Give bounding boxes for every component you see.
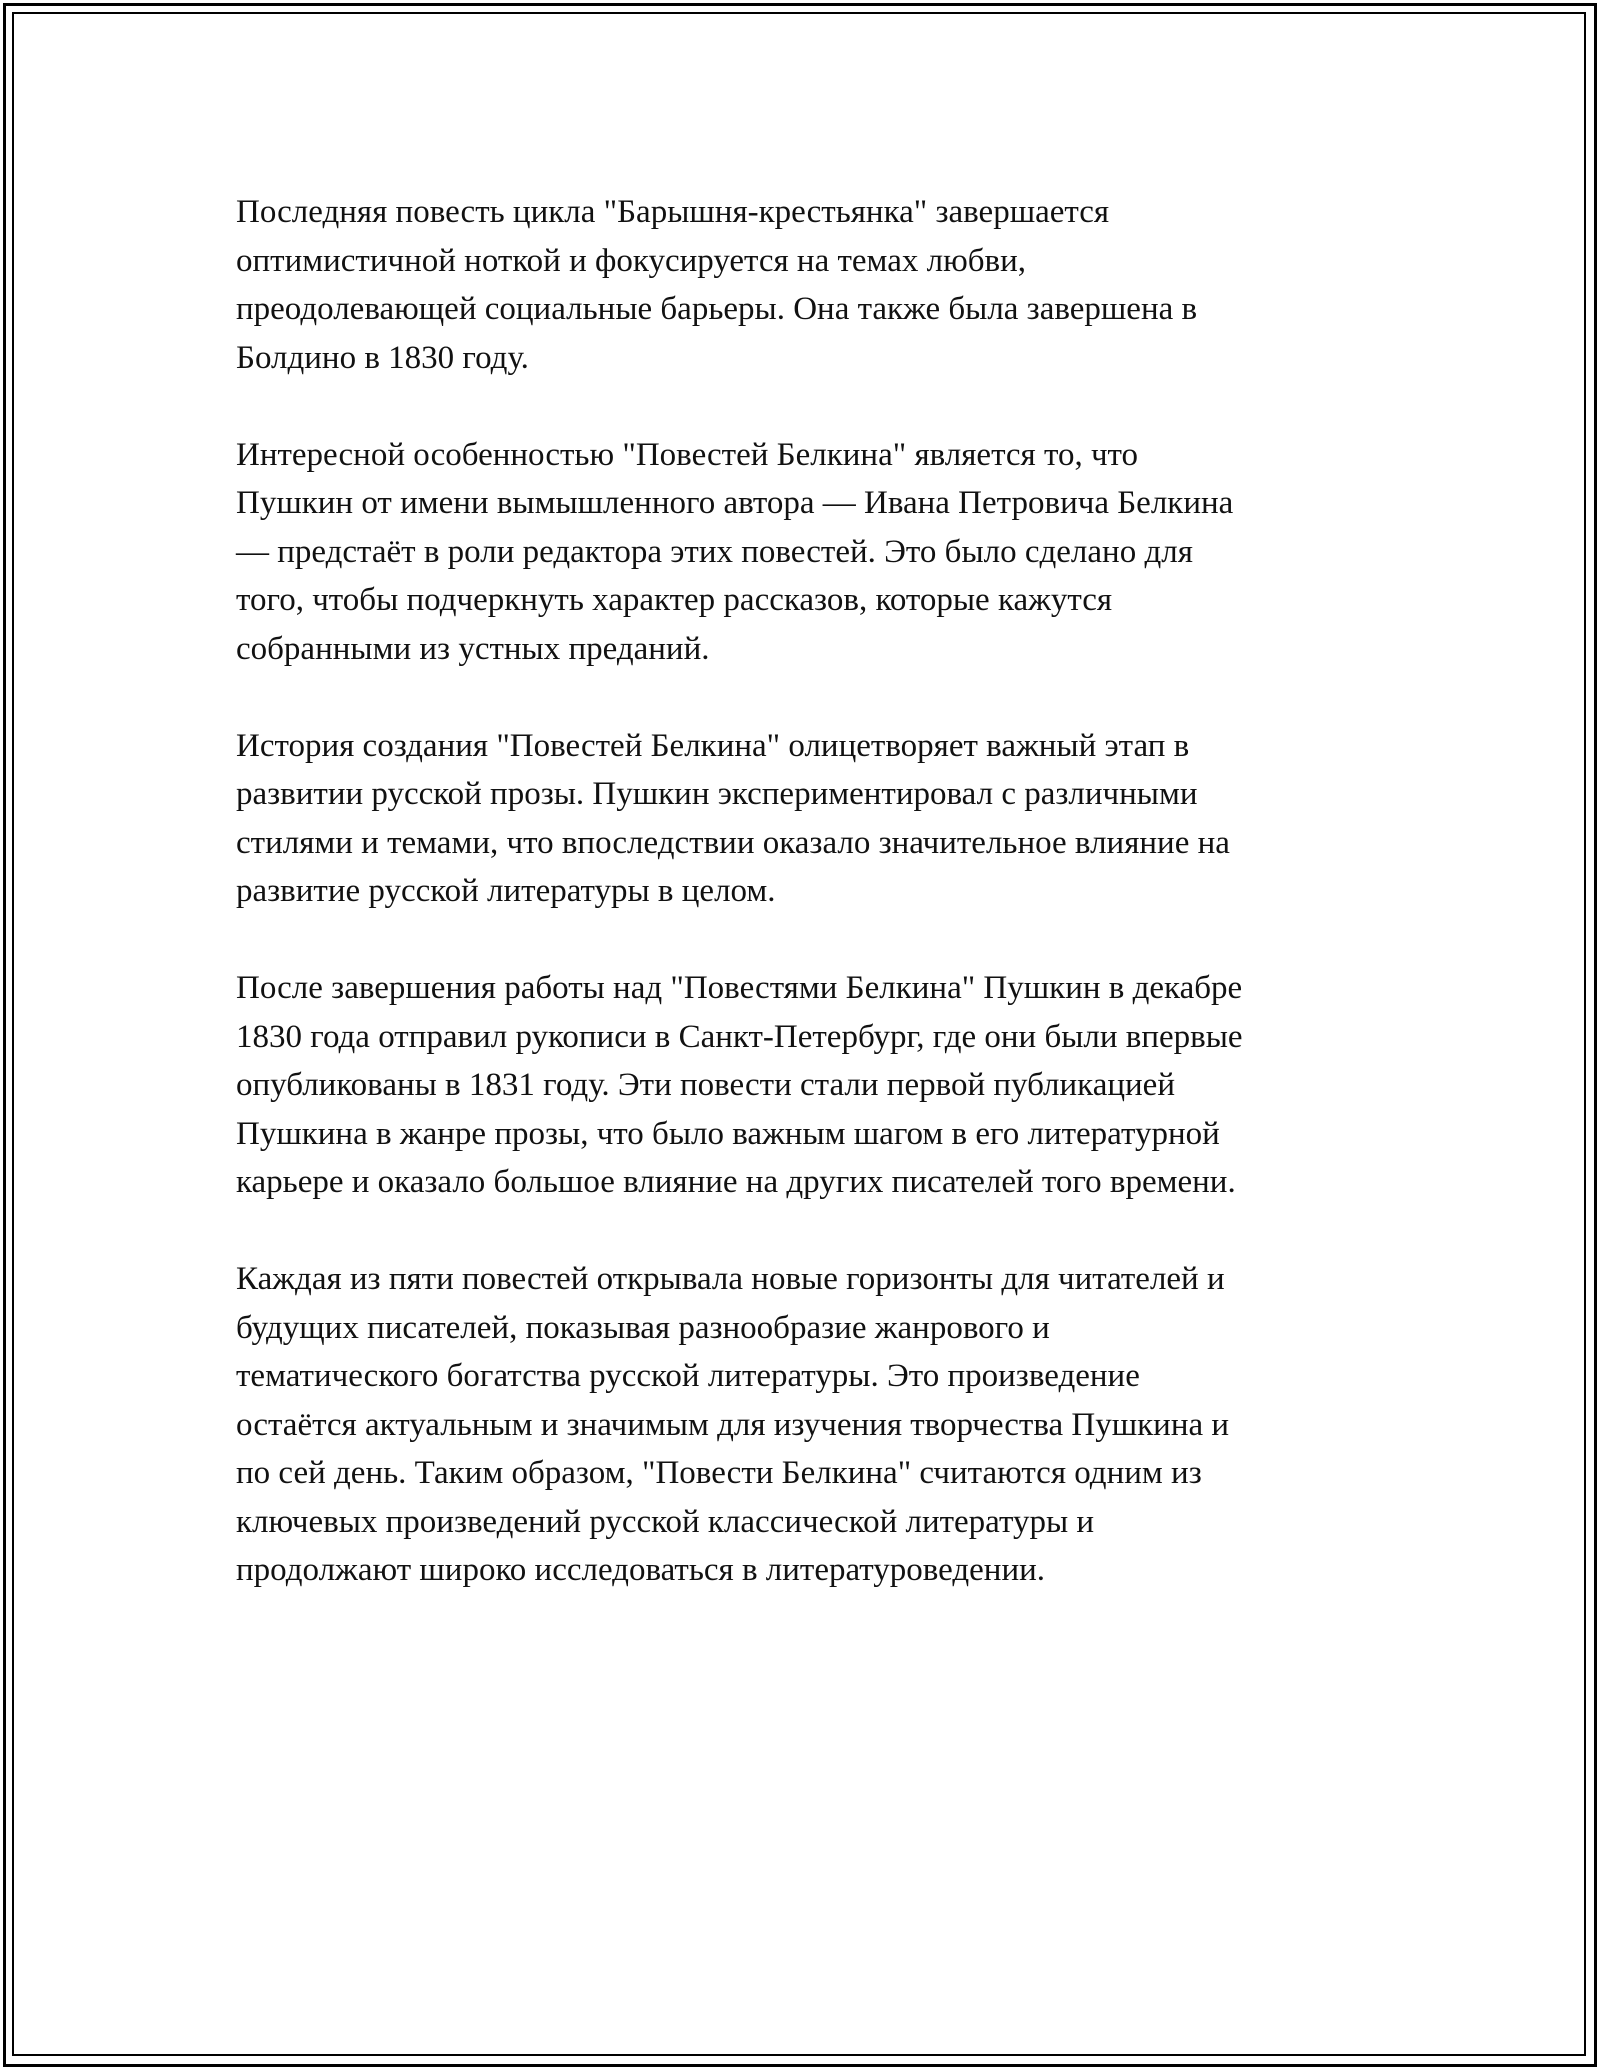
text-line: остаётся актуальным и значимым для изучения творчества Пушкина и bbox=[236, 1406, 1230, 1443]
paragraph-editor-belkin bbox=[236, 431, 1386, 674]
text-line: будущих писателей, показывая разнообразие жанрового и bbox=[236, 1309, 1050, 1346]
text-line: оптимистичной ноткой и фокусируется на темах любви, bbox=[236, 242, 1027, 279]
text-line: — предстаёт в роли редактора этих повестей. Это было сделано для bbox=[236, 533, 1193, 570]
text-line: 1830 года отправил рукописи в Санкт-Петербург, где они были впервые bbox=[236, 1018, 1243, 1055]
text-line: опубликованы в 1831 году. Эти повести стали первой публикацией bbox=[236, 1067, 1175, 1103]
document-body bbox=[236, 188, 1386, 1643]
text-line: того, чтобы подчеркнуть характер рассказов, которые кажутся bbox=[236, 582, 1113, 618]
text-line: Пушкина в жанре прозы, что было важным шагом в его литературной bbox=[236, 1115, 1220, 1152]
paragraph-legacy bbox=[236, 1255, 1386, 1595]
paragraph-publication bbox=[236, 964, 1386, 1207]
text-line: После завершения работы над "Повестями Белкина" Пушкин в декабре bbox=[236, 970, 1243, 1006]
paragraph-baryshnya bbox=[236, 188, 1386, 382]
paragraph-history bbox=[236, 722, 1386, 916]
text-line: Последняя повесть цикла "Барышня-крестьянка" завершается bbox=[236, 194, 1110, 230]
text-line: преодолевающей социальные барьеры. Она также была завершена в bbox=[236, 291, 1198, 327]
text-line: продолжают широко исследоваться в литературоведении. bbox=[236, 1552, 1046, 1588]
text-line: развитии русской прозы. Пушкин экспериментировал с различными bbox=[236, 776, 1198, 812]
text-line: Интересной особенностью "Повестей Белкина" является то, что bbox=[236, 436, 1139, 473]
text-line: Пушкин от имени вымышленного автора — Ивана Петровича Белкина bbox=[236, 485, 1234, 521]
text-line: собранными из устных преданий. bbox=[236, 630, 710, 667]
text-line: История создания "Повестей Белкина" олицетворяет важный этап в bbox=[236, 727, 1190, 764]
text-line: карьере и оказало большое влияние на других писателей того времени. bbox=[236, 1164, 1236, 1200]
text-line: развитие русской литературы в целом. bbox=[236, 873, 776, 909]
text-line: тематического богатства русской литературы. Это произведение bbox=[236, 1358, 1140, 1394]
text-line: ключевых произведений русской классической литературы и bbox=[236, 1503, 1095, 1540]
text-line: по сей день. Таким образом, "Повести Белкина" считаются одним из bbox=[236, 1455, 1202, 1491]
text-line: Каждая из пяти повестей открывала новые горизонты для читателей и bbox=[236, 1261, 1225, 1297]
text-line: стилями и темами, что впоследствии оказало значительное влияние на bbox=[236, 824, 1230, 861]
text-line: Болдино в 1830 году. bbox=[236, 339, 529, 376]
